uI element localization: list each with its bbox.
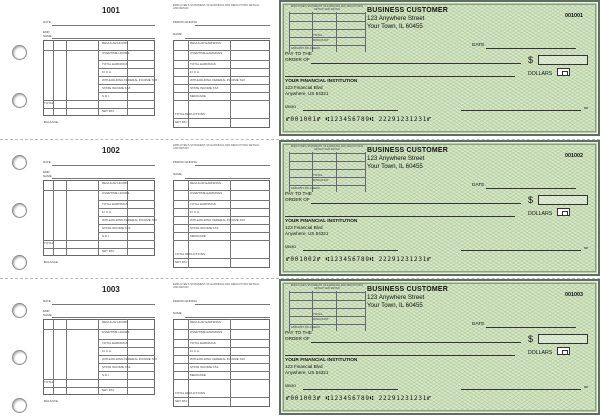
check-number: 001003	[565, 292, 583, 298]
stub-number: 1002	[102, 146, 120, 155]
signature-line	[461, 250, 581, 251]
dollar-sign: $	[528, 55, 534, 65]
stub-period-label: PERIOD ENDING	[173, 20, 198, 24]
check-section-2	[0, 140, 600, 277]
micr-line: ⑈001001⑈ ⑆123456789⑆ 22291231231⑈	[286, 116, 432, 123]
pay-to-label: PAY TO THE ORDER OF	[285, 51, 312, 62]
amount-words-line	[285, 76, 515, 77]
check-1: EMPLOYEE'S STATEMENT OF EARNINGS AND DEDUCTIONS DETACH AND RETAIN TOTAL DISCOUNT AMOUNT OF CHECK BUSINESS CUSTOMER 123 Anywhere Street Your Town, IL 60455 001001 DATE PAY TO THE ORDER OF $ DOLLARS YOUR FINANCIAL INSTITUTION 123 Financial Blvd Anywhere, US 54321 MEMO MP ⑈001001⑈ ⑆123456789⑆ 22291231231⑈	[279, 0, 600, 136]
customer-city: Your Town, IL 60455	[367, 23, 423, 30]
date-line	[486, 48, 576, 49]
stub-title: EMPLOYEE'S STATEMENT OF EARNINGS AND DEDUCTIONS DETACH AND RETAIN	[173, 4, 260, 11]
date-label: DATE	[472, 43, 485, 48]
check-stub-title: EMPLOYEE'S STATEMENT OF EARNINGS AND DEDUCTIONS DETACH AND RETAIN	[290, 5, 364, 11]
bank-street: 123 Financial Blvd	[285, 85, 323, 90]
stub-date-label: DATE	[43, 20, 51, 24]
signature-line	[461, 110, 581, 111]
check-number: 001001	[565, 13, 583, 19]
amount-box	[538, 195, 588, 205]
security-lock-icon	[557, 347, 570, 355]
customer-name: BUSINESS CUSTOMER	[367, 286, 449, 293]
memo-label: MEMO	[285, 105, 297, 109]
amount-box	[538, 55, 588, 65]
payee-line	[311, 63, 521, 64]
memo-line	[303, 110, 398, 111]
stub-title: EMPLOYEE'S STATEMENT OF EARNINGS AND DEDUCTIONS DETACH AND RETAIN	[173, 283, 260, 290]
customer-name: BUSINESS CUSTOMER	[367, 7, 449, 14]
check-number: 001002	[565, 153, 583, 159]
stub-number: 1001	[102, 6, 120, 15]
customer-name: BUSINESS CUSTOMER	[367, 147, 449, 154]
stub-emp-label: EMP.	[43, 30, 50, 34]
security-lock-icon	[557, 208, 570, 216]
check-2: EMPLOYEE'S STATEMENT OF EARNINGS AND DEDUCTIONS DETACH AND RETAIN TOTAL DISCOUNT AMOUNT OF CHECK BUSINESS CUSTOMER 123 Anywhere Street Your Town, IL 60455 001002 DATE PAY TO THE ORDER OF $ DOLLARS YOUR FINANCIAL INSTITUTION 123 Financial Blvd Anywhere, US 54321 MEMO MP ⑈001002⑈ ⑆123456789⑆ 22291231231⑈	[279, 140, 600, 276]
stub-number: 1003	[102, 285, 120, 294]
mp-label: MP	[584, 106, 589, 110]
check-section-3	[0, 279, 600, 416]
stub-name-label-right: NAME	[173, 32, 182, 36]
bank-city: Anywhere, US 54321	[285, 91, 329, 96]
micr-line: ⑈001002⑈ ⑆123456789⑆ 22291231231⑈	[286, 256, 432, 263]
pay-stub: 1003 EMPLOYEE'S STATEMENT OF EARNINGS AND DEDUCTIONS DETACH AND RETAIN DATE PERIOD ENDING EMP. NAME NAME REGULAR HOURS OVERTIME HOURS TOTAL EARNINGS F.I.C.A. WITHHOLDING FEDERAL INCOME TAX STATE INCOME TAX S.D.I. TOTAL NET PAY BALANCE REGULAR EARNINGS OVERTIME EARNINGS TOTAL EARNINGS F.I.C.A. WITHHOLDING FEDERAL INCOME TAX STATE INCOME TAX MEDICARE TOTAL DEDUCTIONS NET PAY	[30, 279, 278, 416]
check-3: EMPLOYEE'S STATEMENT OF EARNINGS AND DEDUCTIONS DETACH AND RETAIN TOTAL DISCOUNT AMOUNT OF CHECK BUSINESS CUSTOMER 123 Anywhere Street Your Town, IL 60455 001003 DATE PAY TO THE ORDER OF $ DOLLARS YOUR FINANCIAL INSTITUTION 123 Financial Blvd Anywhere, US 54321 MEMO MP ⑈001003⑈ ⑆123456789⑆ 22291231231⑈	[279, 279, 600, 415]
pay-stub: 1002 EMPLOYEE'S STATEMENT OF EARNINGS AND DEDUCTIONS DETACH AND RETAIN DATE PERIOD ENDING EMP. NAME NAME REGULAR HOURS OVERTIME HOURS TOTAL EARNINGS F.I.C.A. WITHHOLDING FEDERAL INCOME TAX STATE INCOME TAX S.D.I. TOTAL NET PAY BALANCE REGULAR EARNINGS OVERTIME EARNINGS TOTAL EARNINGS F.I.C.A. WITHHOLDING FEDERAL INCOME TAX STATE INCOME TAX MEDICARE TOTAL DEDUCTIONS NET PAY	[30, 140, 278, 277]
security-lock-icon	[557, 68, 570, 76]
customer-street: 123 Anywhere Street	[367, 15, 425, 22]
pay-stub: 1001 EMPLOYEE'S STATEMENT OF EARNINGS AND DEDUCTIONS DETACH AND RETAIN DATE PERIOD ENDING EMP. NAME NAME REGULAR HOURS OVERTIME HOURS TOTAL EARNINGS F.I.C.A. WITHHOLDING FEDERAL INCOME TAX STATE INCOME TAX S.D.I. TOTAL NET PAY BALANCE REGULAR EARNINGS OVERTIME EARNINGS TOTAL EARNINGS F.I.C.A. WITHHOLDING FEDERAL INCOME TAX STATE INCOME TAX MEDICARE TOTAL DEDUCTIONS NET PAY	[30, 0, 278, 137]
micr-line: ⑈001003⑈ ⑆123456789⑆ 22291231231⑈	[286, 395, 432, 402]
bank-name: YOUR FINANCIAL INSTITUTION	[285, 79, 358, 84]
amount-box	[538, 334, 588, 344]
pay-to-label: PAY TO THE ORDER OF	[285, 191, 312, 202]
pay-to-label: PAY TO THE ORDER OF	[285, 330, 312, 341]
stub-title: EMPLOYEE'S STATEMENT OF EARNINGS AND DEDUCTIONS DETACH AND RETAIN	[173, 144, 260, 151]
dollars-label: DOLLARS	[528, 71, 553, 77]
stub-name-label: NAME	[43, 34, 52, 38]
signature-line	[461, 389, 581, 390]
check-section-1	[0, 0, 600, 137]
